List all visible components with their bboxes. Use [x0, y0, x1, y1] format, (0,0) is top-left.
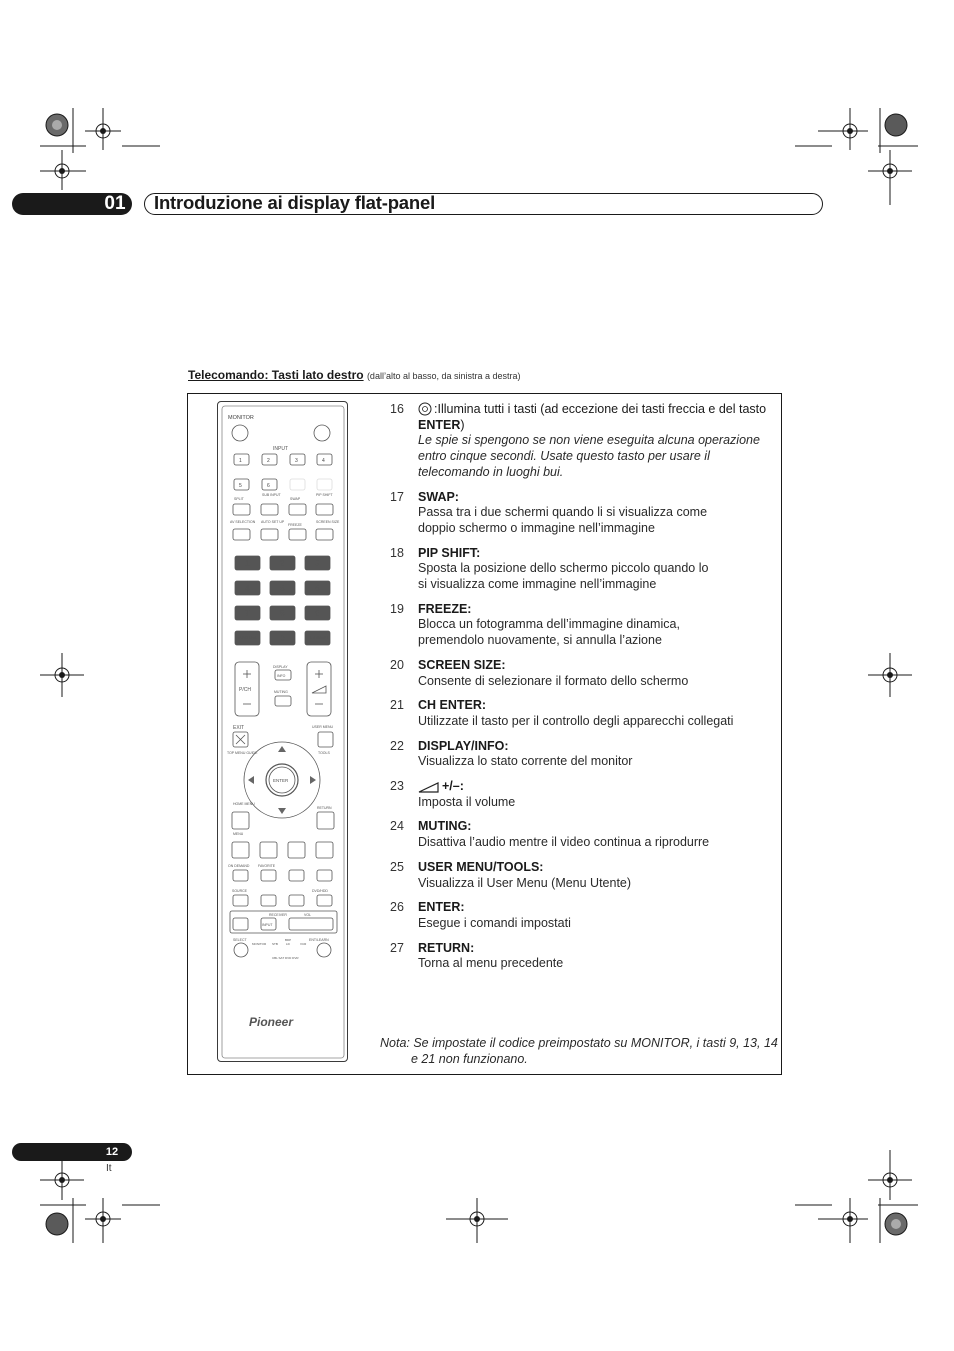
- item-16-title: ENTER: [418, 417, 461, 432]
- svg-text:FREEZE: FREEZE: [288, 523, 302, 527]
- item-number: 27: [390, 940, 404, 955]
- item-title-wrap: [418, 779, 779, 795]
- svg-text:SCREEN SIZE: SCREEN SIZE: [316, 520, 340, 524]
- svg-text:4: 4: [322, 458, 325, 464]
- pioneer-logo: Pioneer: [249, 1015, 294, 1029]
- svg-text:RETURN: RETURN: [317, 806, 332, 810]
- screen-size-button[interactable]: [316, 529, 333, 540]
- item-number: 16: [390, 402, 404, 416]
- svg-text:MONITOR: MONITOR: [252, 942, 267, 946]
- item-desc-italic: Le spie si spengono se non viene eseguita alcuna operazione entro cinque secondi. Usate questo tasto per usare il telecomando in luoghi bui.: [418, 433, 760, 479]
- svg-text:INPUT: INPUT: [262, 923, 273, 927]
- item-16-pre: :Illumina tutti i tasti (ad eccezione dei tasti freccia e del tasto: [434, 402, 767, 416]
- button-descriptions: [384, 402, 779, 981]
- svg-text:5: 5: [239, 483, 242, 489]
- note: [380, 1035, 780, 1067]
- svg-text:SWAP: SWAP: [290, 497, 301, 501]
- section-title: Telecomando: Tasti lato destro: [188, 368, 364, 382]
- svg-text:INFO: INFO: [277, 674, 286, 678]
- list-item: [384, 900, 779, 931]
- list-item: [384, 658, 779, 689]
- list-item: [384, 941, 779, 972]
- svg-text:USER MENU: USER MENU: [312, 725, 334, 729]
- note-line-2: e 21 non funzionano.: [411, 1052, 528, 1066]
- item-number: 17: [390, 489, 404, 504]
- list-item: [384, 602, 779, 649]
- item-desc: Blocca un fotogramma dell’immagine dinamica, premendolo nuovamente, si annulla l’azione: [418, 617, 680, 648]
- svg-text:P/CH: P/CH: [239, 687, 251, 693]
- svg-text:4: 4: [245, 584, 250, 593]
- svg-text:SPLIT: SPLIT: [234, 497, 244, 501]
- svg-text:MUTING: MUTING: [274, 690, 288, 694]
- item-desc: Consente di selezionare il formato dello schermo: [418, 673, 689, 688]
- item-desc: Visualizza il User Menu (Menu Utente): [418, 875, 632, 890]
- page-number: 12: [105, 1146, 119, 1158]
- svg-text:TOP MENU GUIDE: TOP MENU GUIDE: [227, 751, 258, 755]
- item-desc: Passa tra i due schermi quando li si visualizza come doppio schermo o immagine nell’immagine: [418, 505, 708, 535]
- power-button[interactable]: [232, 425, 248, 441]
- numeric-keypad: [235, 556, 330, 645]
- user-menu-button[interactable]: [318, 732, 333, 747]
- item-desc: Visualizza lo stato corrente del monitor: [418, 754, 633, 769]
- muting-button[interactable]: [275, 696, 291, 706]
- svg-text:EXIT: EXIT: [233, 725, 245, 731]
- svg-text:DVD/HDD: DVD/HDD: [312, 889, 328, 893]
- chapter-number: 01: [104, 193, 126, 214]
- svg-text:AV SELECTION: AV SELECTION: [230, 520, 256, 524]
- svg-text:CBL SAT: CBL SAT: [272, 956, 285, 960]
- item-number: 24: [390, 819, 404, 834]
- item-desc: Disattiva l’audio mentre il video continua a riprodurre: [418, 835, 710, 850]
- svg-text:VCR: VCR: [300, 942, 307, 946]
- svg-text:HOME MENU: HOME MENU: [233, 802, 255, 806]
- item-desc: Imposta il volume: [418, 794, 516, 809]
- svg-text:SELECT: SELECT: [233, 938, 247, 942]
- svg-text:7: 7: [245, 609, 250, 618]
- svg-text:CH ENTER: CH ENTER: [310, 636, 328, 640]
- svg-text:VOL: VOL: [304, 913, 312, 917]
- label-monitor: MONITOR: [228, 415, 254, 421]
- input-row-2: [234, 479, 332, 490]
- svg-text:5: 5: [280, 584, 285, 593]
- item-title: CH ENTER:: [418, 698, 487, 713]
- list-item: [384, 490, 779, 537]
- item-number: 18: [390, 545, 404, 560]
- item-number: 26: [390, 900, 404, 915]
- label-input: INPUT: [273, 446, 288, 452]
- input-row-1: [234, 454, 332, 465]
- svg-text:3: 3: [315, 559, 320, 568]
- svg-text:ENTER: ENTER: [273, 778, 289, 783]
- svg-text:1: 1: [245, 559, 250, 568]
- item-number: 20: [390, 657, 404, 672]
- list-item: [384, 779, 779, 810]
- item-title: PIP SHIFT:: [418, 545, 481, 560]
- svg-text:ENT/LEARN: ENT/LEARN: [309, 938, 329, 942]
- item-title: DISPLAY/INFO:: [418, 738, 509, 753]
- item-number: 25: [390, 859, 404, 874]
- svg-text:STB: STB: [272, 942, 278, 946]
- item-title: SCREEN SIZE:: [418, 657, 506, 672]
- freeze-button[interactable]: [289, 529, 306, 540]
- svg-text:SUB INPUT: SUB INPUT: [262, 493, 281, 497]
- note-line-1: Nota: Se impostate il codice preimpostato su MONITOR, i tasti 9, 13, 14: [380, 1036, 778, 1050]
- svg-text:6: 6: [315, 584, 320, 593]
- svg-text:3: 3: [295, 458, 298, 464]
- light-icon: [418, 402, 432, 416]
- svg-text:TOOLS: TOOLS: [318, 751, 330, 755]
- light-button[interactable]: [314, 425, 330, 441]
- volume-icon: [418, 781, 440, 793]
- item-number: 23: [390, 779, 404, 794]
- list-item: [384, 739, 779, 770]
- item-title: +/–:: [442, 779, 464, 794]
- item-desc: Esegue i comandi impostati: [418, 915, 571, 930]
- svg-text:KURO LINK: KURO LINK: [238, 636, 257, 640]
- svg-text:MENU: MENU: [233, 832, 244, 836]
- svg-text:LD: LD: [286, 942, 290, 946]
- remote-control: [217, 401, 348, 1062]
- svg-text:2: 2: [267, 458, 270, 464]
- item-number: 22: [390, 738, 404, 753]
- list-item: [384, 402, 779, 481]
- chapter-title: Introduzione ai display flat-panel: [154, 192, 436, 213]
- svg-text:9: 9: [315, 609, 320, 618]
- item-desc: Utilizzate il tasto per il controllo degli apparecchi collegati: [418, 713, 734, 728]
- svg-text:DISPLAY: DISPLAY: [273, 665, 288, 669]
- list-item: [384, 819, 779, 850]
- item-title: USER MENU/TOOLS:: [418, 859, 544, 874]
- svg-text:SOURCE: SOURCE: [232, 889, 247, 893]
- item-number: 19: [390, 601, 404, 616]
- svg-text:RECEIVER: RECEIVER: [269, 913, 287, 917]
- pip-shift-button[interactable]: [316, 504, 333, 515]
- item-title: FREEZE:: [418, 601, 472, 616]
- item-16-post: ): [460, 417, 465, 432]
- item-desc: Torna al menu precedente: [418, 956, 564, 971]
- page-language: It: [106, 1163, 112, 1174]
- svg-text:6: 6: [267, 483, 270, 489]
- svg-text:AUTO SET UP: AUTO SET UP: [261, 520, 285, 524]
- svg-text:1: 1: [239, 458, 242, 464]
- item-title: MUTING:: [418, 819, 472, 834]
- section-caption: [188, 368, 521, 382]
- item-text: [418, 402, 766, 432]
- item-title: SWAP:: [418, 489, 459, 504]
- list-item: [384, 860, 779, 891]
- svg-text:0: 0: [280, 634, 285, 643]
- remote-drawing: [218, 402, 349, 1063]
- svg-text:ON DEMAND: ON DEMAND: [228, 864, 250, 868]
- section-subtitle: (dall’alto al basso, da sinistra a destra): [366, 371, 521, 381]
- svg-text:DVD DVR: DVD DVR: [285, 956, 299, 960]
- svg-text:2: 2: [280, 559, 285, 568]
- item-title: RETURN:: [418, 940, 475, 955]
- item-number: 21: [390, 698, 404, 713]
- svg-text:PIP SHIFT: PIP SHIFT: [316, 493, 333, 497]
- return-button[interactable]: [317, 812, 334, 829]
- item-title: ENTER:: [418, 900, 465, 915]
- svg-text:8: 8: [280, 609, 285, 618]
- list-item: [384, 698, 779, 729]
- svg-text:FAVORITE: FAVORITE: [258, 864, 276, 868]
- swap-button[interactable]: [289, 504, 306, 515]
- item-desc: Sposta la posizione dello schermo piccolo quando lo si visualizza come immagine nell’immagine: [418, 561, 709, 592]
- svg-text:BDP: BDP: [285, 938, 292, 942]
- list-item: [384, 546, 779, 593]
